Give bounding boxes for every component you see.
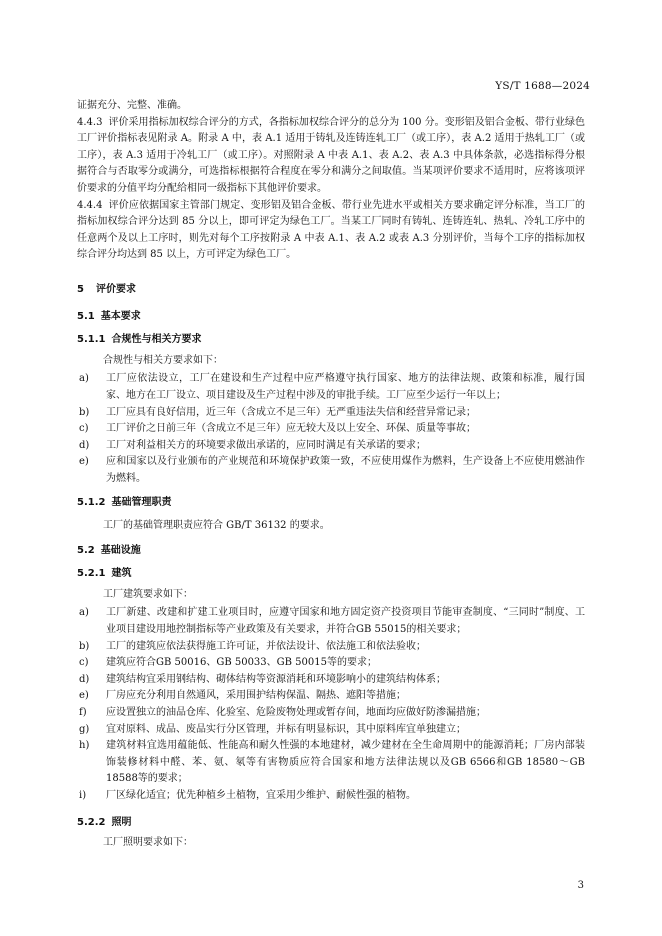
section-5-2-2-heading — [77, 815, 585, 832]
page-number: 3 — [577, 880, 584, 891]
item-text: 建筑应符合GB 50016、GB 50033、GB 50015等的要求； — [106, 657, 377, 669]
item-text: 工厂的建筑应依法获得施工许可证，并依法设计、依法施工和依法验收； — [106, 640, 426, 652]
intro-text: 工厂建筑要求如下： — [103, 588, 193, 600]
item-text: 工厂应具有良好信用，近三年（含成立不足三年）无严重违法失信和经营异常记录； — [106, 406, 476, 418]
clause-number: 4.4.3 — [77, 116, 103, 128]
section-5-1-heading — [77, 309, 585, 326]
intro-text: 合规性与相关方要求如下： — [103, 354, 223, 366]
clause-text: 评价应依据国家主管部门规定、变形铝及铝合金板、带行业先进水平或相关方要求确定评分标准，当工厂的指标加权综合评分达到 85 分以上，即可评定为绿色工厂。当某工厂同时有铸轧、连铸连轧、热轧、冷轧工序中的任意两个及以上工序时，则先对每个工序按附录 A 中表 A.1、表 A.2 或表 A.3 分别评价，当每个工序的指标加权综合评分均达到 85 以上，方可评定为绿色工厂。 — [77, 199, 585, 261]
document-body — [77, 98, 585, 852]
heading-title: 建筑 — [111, 568, 132, 580]
heading-number: 5.1.1 — [77, 334, 106, 346]
item-label: i) — [79, 789, 87, 801]
list-item — [77, 788, 585, 805]
item-text: 工厂新建、改建和扩建工业项目时，应遵守国家和地方固定资产投资项目节能审查制度、“三同时”制度、工业项目建设用地控制指标等产业政策及有关要求，并符合GB 55015的相关要求； — [106, 607, 585, 636]
list-item — [77, 655, 585, 672]
item-label: f) — [79, 707, 87, 718]
management-text: 工厂的基础管理职责应符合 GB/T 36132 的要求。 — [103, 520, 330, 532]
chapter-5-heading — [77, 282, 585, 299]
heading-title: 评价要求 — [95, 283, 136, 295]
list-item — [77, 438, 585, 455]
heading-title: 合规性与相关方要求 — [111, 334, 202, 346]
item-label: e) — [79, 690, 89, 702]
heading-number: 5.2.1 — [77, 568, 106, 580]
item-text: 厂房应充分利用自然通风，采用围护结构保温、隔热、遮阳等措施； — [106, 690, 406, 702]
heading-number: 5 — [77, 283, 84, 295]
heading-title: 基础管理职责 — [111, 497, 172, 509]
heading-title: 照明 — [111, 816, 132, 828]
item-text: 应设置独立的油品仓库、化验室、危险废物处理或暂存间，地面均应做好防渗漏措施； — [106, 707, 486, 718]
building-list — [77, 605, 585, 804]
heading-title: 基本要求 — [100, 310, 141, 322]
standard-number: YS/T 1688—2024 — [495, 80, 590, 92]
list-item — [77, 405, 585, 422]
continuation-text: 证据充分、完整、准确。 — [77, 100, 187, 111]
item-label: d) — [79, 439, 90, 451]
compliance-list — [77, 371, 585, 487]
section-5-2-heading — [77, 543, 585, 560]
clause-4-4-3 — [77, 115, 585, 198]
item-label: b) — [79, 406, 90, 418]
clause-number: 4.4.4 — [77, 199, 103, 211]
list-item — [77, 605, 585, 638]
heading-number: 5.2 — [77, 544, 95, 556]
clause-4-4-4 — [77, 198, 585, 264]
item-label: e) — [79, 456, 89, 468]
list-item — [77, 672, 585, 689]
item-text: 厂区绿化适宜；优先种植乡土植物，宜采用少维护、耐候性强的植物。 — [106, 789, 416, 801]
item-label: a) — [79, 373, 89, 385]
list-item — [77, 688, 585, 705]
clause-text: 评价采用指标加权综合评分的方式，各指标加权综合评分的总分为 100 分。变形铝及铝合金板、带行业绿色工厂评价指标表见附录 A。附录 A 中，表 A.1 适用于铸轧及连铸连轧工厂（或工序），表 A.2 适用于热轧工厂（或工序），表 A.3 适用于冷轧工厂（或工序）。对照附录 A 中表 A.1、表 A.2、表 A.3 中具体条款，必选指标得分根据符合与否取零分或满分，可选指标根据符合程度在零分和满分之间取值。当某项评价要求不适用时，应将该项评价要求的分值平均分配给相同一级指标下其他评价要求。 — [77, 116, 585, 194]
item-text: 工厂对利益相关方的环境要求做出承诺的，应同时满足有关承诺的要求； — [106, 439, 426, 451]
item-label: d) — [79, 673, 90, 685]
section-5-2-1-heading — [77, 566, 585, 583]
heading-number: 5.1 — [77, 310, 95, 322]
item-text: 建筑材料宜选用蕴能低、性能高和耐久性强的本地建材，减少建材在全生命周期中的能源消耗；厂房内部装饰装修材料中醛、苯、氨、氡等有害物质应符合国家和地方法律法规以及GB 6566和GB 18580～GB 18588等的要求； — [106, 740, 585, 785]
item-label: h) — [79, 740, 90, 752]
heading-number: 5.1.2 — [77, 497, 106, 509]
list-item — [77, 705, 585, 722]
list-item — [77, 639, 585, 656]
section-5-1-2-heading — [77, 495, 585, 512]
list-item — [77, 371, 585, 404]
section-5-1-1-heading — [77, 332, 585, 349]
item-label: c) — [79, 657, 89, 669]
item-label: g) — [79, 723, 90, 735]
item-text: 宜对原料、成品、废品实行分区管理，并标有明显标识，其中原料库宜单独建立； — [106, 723, 466, 735]
item-text: 建筑结构宜采用钢结构、砌体结构等资源消耗和环境影响小的建筑结构体系； — [106, 673, 446, 685]
list-item — [77, 421, 585, 438]
item-text: 应和国家以及行业颁布的产业规范和环境保护政策一致，不应使用煤作为燃料，生产设备上不应使用燃油作为燃料。 — [106, 456, 585, 484]
list-item — [77, 722, 585, 739]
list-item — [77, 738, 585, 788]
item-text: 工厂评价之日前三年（含成立不足三年）应无较大及以上安全、环保、质量等事故； — [106, 423, 476, 435]
list-item — [77, 454, 585, 487]
item-label: c) — [79, 423, 89, 435]
item-label: a) — [79, 607, 89, 619]
item-label: b) — [79, 640, 90, 652]
intro-text: 工厂照明要求如下： — [103, 837, 193, 849]
heading-number: 5.2.2 — [77, 816, 106, 828]
heading-title: 基础设施 — [100, 544, 141, 556]
item-text: 工厂应依法设立，工厂在建设和生产过程中应严格遵守执行国家、地方的法律法规、政策和标准，履行国家、地方在工厂设立、项目建设及生产过程中涉及的审批手续。工厂应至少运行一年以上； — [106, 373, 585, 401]
